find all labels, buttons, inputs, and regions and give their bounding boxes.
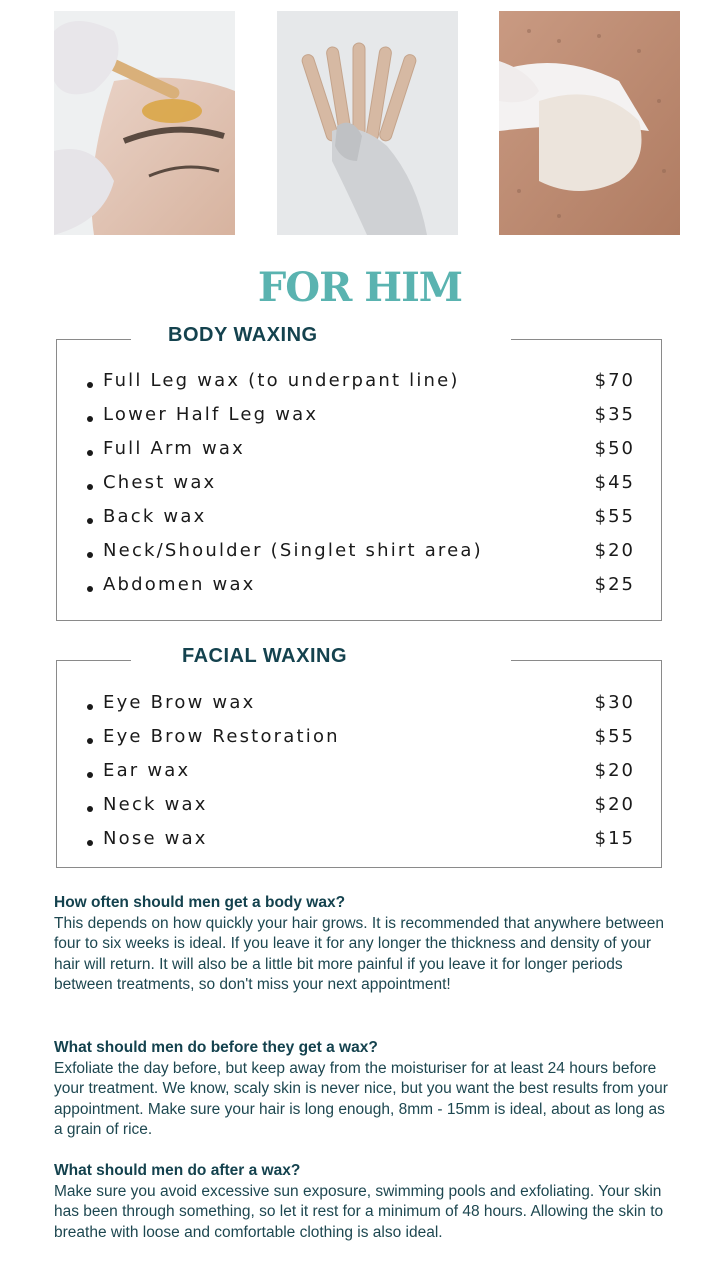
service-name: Neck wax xyxy=(103,794,208,815)
service-name: Full Arm wax xyxy=(103,438,245,459)
faq-item xyxy=(54,893,674,996)
service-price: $35 xyxy=(594,404,635,425)
bullet-icon xyxy=(87,552,93,558)
service-price: $45 xyxy=(594,472,635,493)
service-price: $20 xyxy=(594,794,635,815)
box-border xyxy=(56,339,131,340)
service-price: $70 xyxy=(594,370,635,391)
faq-question: What should men do after a wax? xyxy=(54,1162,301,1179)
eyebrow-wax-photo xyxy=(54,11,235,235)
box-border xyxy=(56,660,131,661)
list-item xyxy=(87,794,635,822)
service-name: Eye Brow wax xyxy=(103,692,256,713)
bullet-icon xyxy=(87,586,93,592)
chest-wax-strip-photo xyxy=(499,11,680,235)
facial-waxing-section xyxy=(56,645,662,868)
bullet-icon xyxy=(87,450,93,456)
service-name: Abdomen wax xyxy=(103,574,256,595)
bullet-icon xyxy=(87,738,93,744)
list-item xyxy=(87,726,635,754)
faq-question: How often should men get a body wax? xyxy=(54,894,346,911)
service-name: Chest wax xyxy=(103,472,217,493)
bullet-icon xyxy=(87,806,93,812)
section-title: FACIAL WAXING xyxy=(182,645,348,667)
section-title: BODY WAXING xyxy=(168,324,318,346)
box-border xyxy=(511,339,662,340)
list-item xyxy=(87,472,635,500)
service-price: $20 xyxy=(594,540,635,561)
faq-answer: This depends on how quickly your hair grows. It is recommended that anywhere between four to six weeks is ideal. If you leave it for any longer the thickness and density of your hair will return. It will also be a little bit more painful if you leave it for longer periods between treatments, so don't miss your next appointment! xyxy=(54,914,664,994)
wax-spatulas-photo xyxy=(277,11,458,235)
service-name: Nose wax xyxy=(103,828,208,849)
service-name: Ear wax xyxy=(103,760,191,781)
service-name: Lower Half Leg wax xyxy=(103,404,319,425)
service-name: Full Leg wax (to underpant line) xyxy=(103,370,460,391)
list-item xyxy=(87,370,635,398)
service-name: Eye Brow Restoration xyxy=(103,726,340,747)
box-border xyxy=(511,660,662,661)
bullet-icon xyxy=(87,416,93,422)
faq-question: What should men do before they get a wax? xyxy=(54,1039,378,1056)
service-price: $55 xyxy=(594,506,635,527)
faq-answer: Exfoliate the day before, but keep away from the moisturiser for at least 24 hours before your treatment. We know, scaly skin is never nice, but you want the best results from your appointment. Make sure your hair is long enough, 8mm - 15mm is ideal, about as long as a grain of rice. xyxy=(54,1059,668,1139)
service-price: $30 xyxy=(594,692,635,713)
bullet-icon xyxy=(87,484,93,490)
bullet-icon xyxy=(87,518,93,524)
list-item xyxy=(87,506,635,534)
bullet-icon xyxy=(87,840,93,846)
list-item xyxy=(87,574,635,602)
service-name: Back wax xyxy=(103,506,207,527)
list-item xyxy=(87,828,635,856)
list-item xyxy=(87,692,635,720)
service-price: $55 xyxy=(594,726,635,747)
list-item xyxy=(87,760,635,788)
service-price: $20 xyxy=(594,760,635,781)
service-name: Neck/Shoulder (Singlet shirt area) xyxy=(103,540,483,561)
bullet-icon xyxy=(87,772,93,778)
list-item xyxy=(87,404,635,432)
list-item xyxy=(87,540,635,568)
list-item xyxy=(87,438,635,466)
page-title: FOR HIM xyxy=(257,264,463,311)
body-waxing-section xyxy=(56,324,662,621)
service-price: $15 xyxy=(594,828,635,849)
service-price: $25 xyxy=(594,574,635,595)
bullet-icon xyxy=(87,382,93,388)
faq-item xyxy=(54,1161,674,1243)
faq-item xyxy=(54,1038,674,1141)
service-price: $50 xyxy=(594,438,635,459)
bullet-icon xyxy=(87,704,93,710)
faq-answer: Make sure you avoid excessive sun exposure, swimming pools and exfoliating. Your skin has been through something, so let it rest for a minimum of 48 hours. Allowing the skin to breathe with loose and comfortable clothing is also ideal. xyxy=(54,1182,664,1241)
